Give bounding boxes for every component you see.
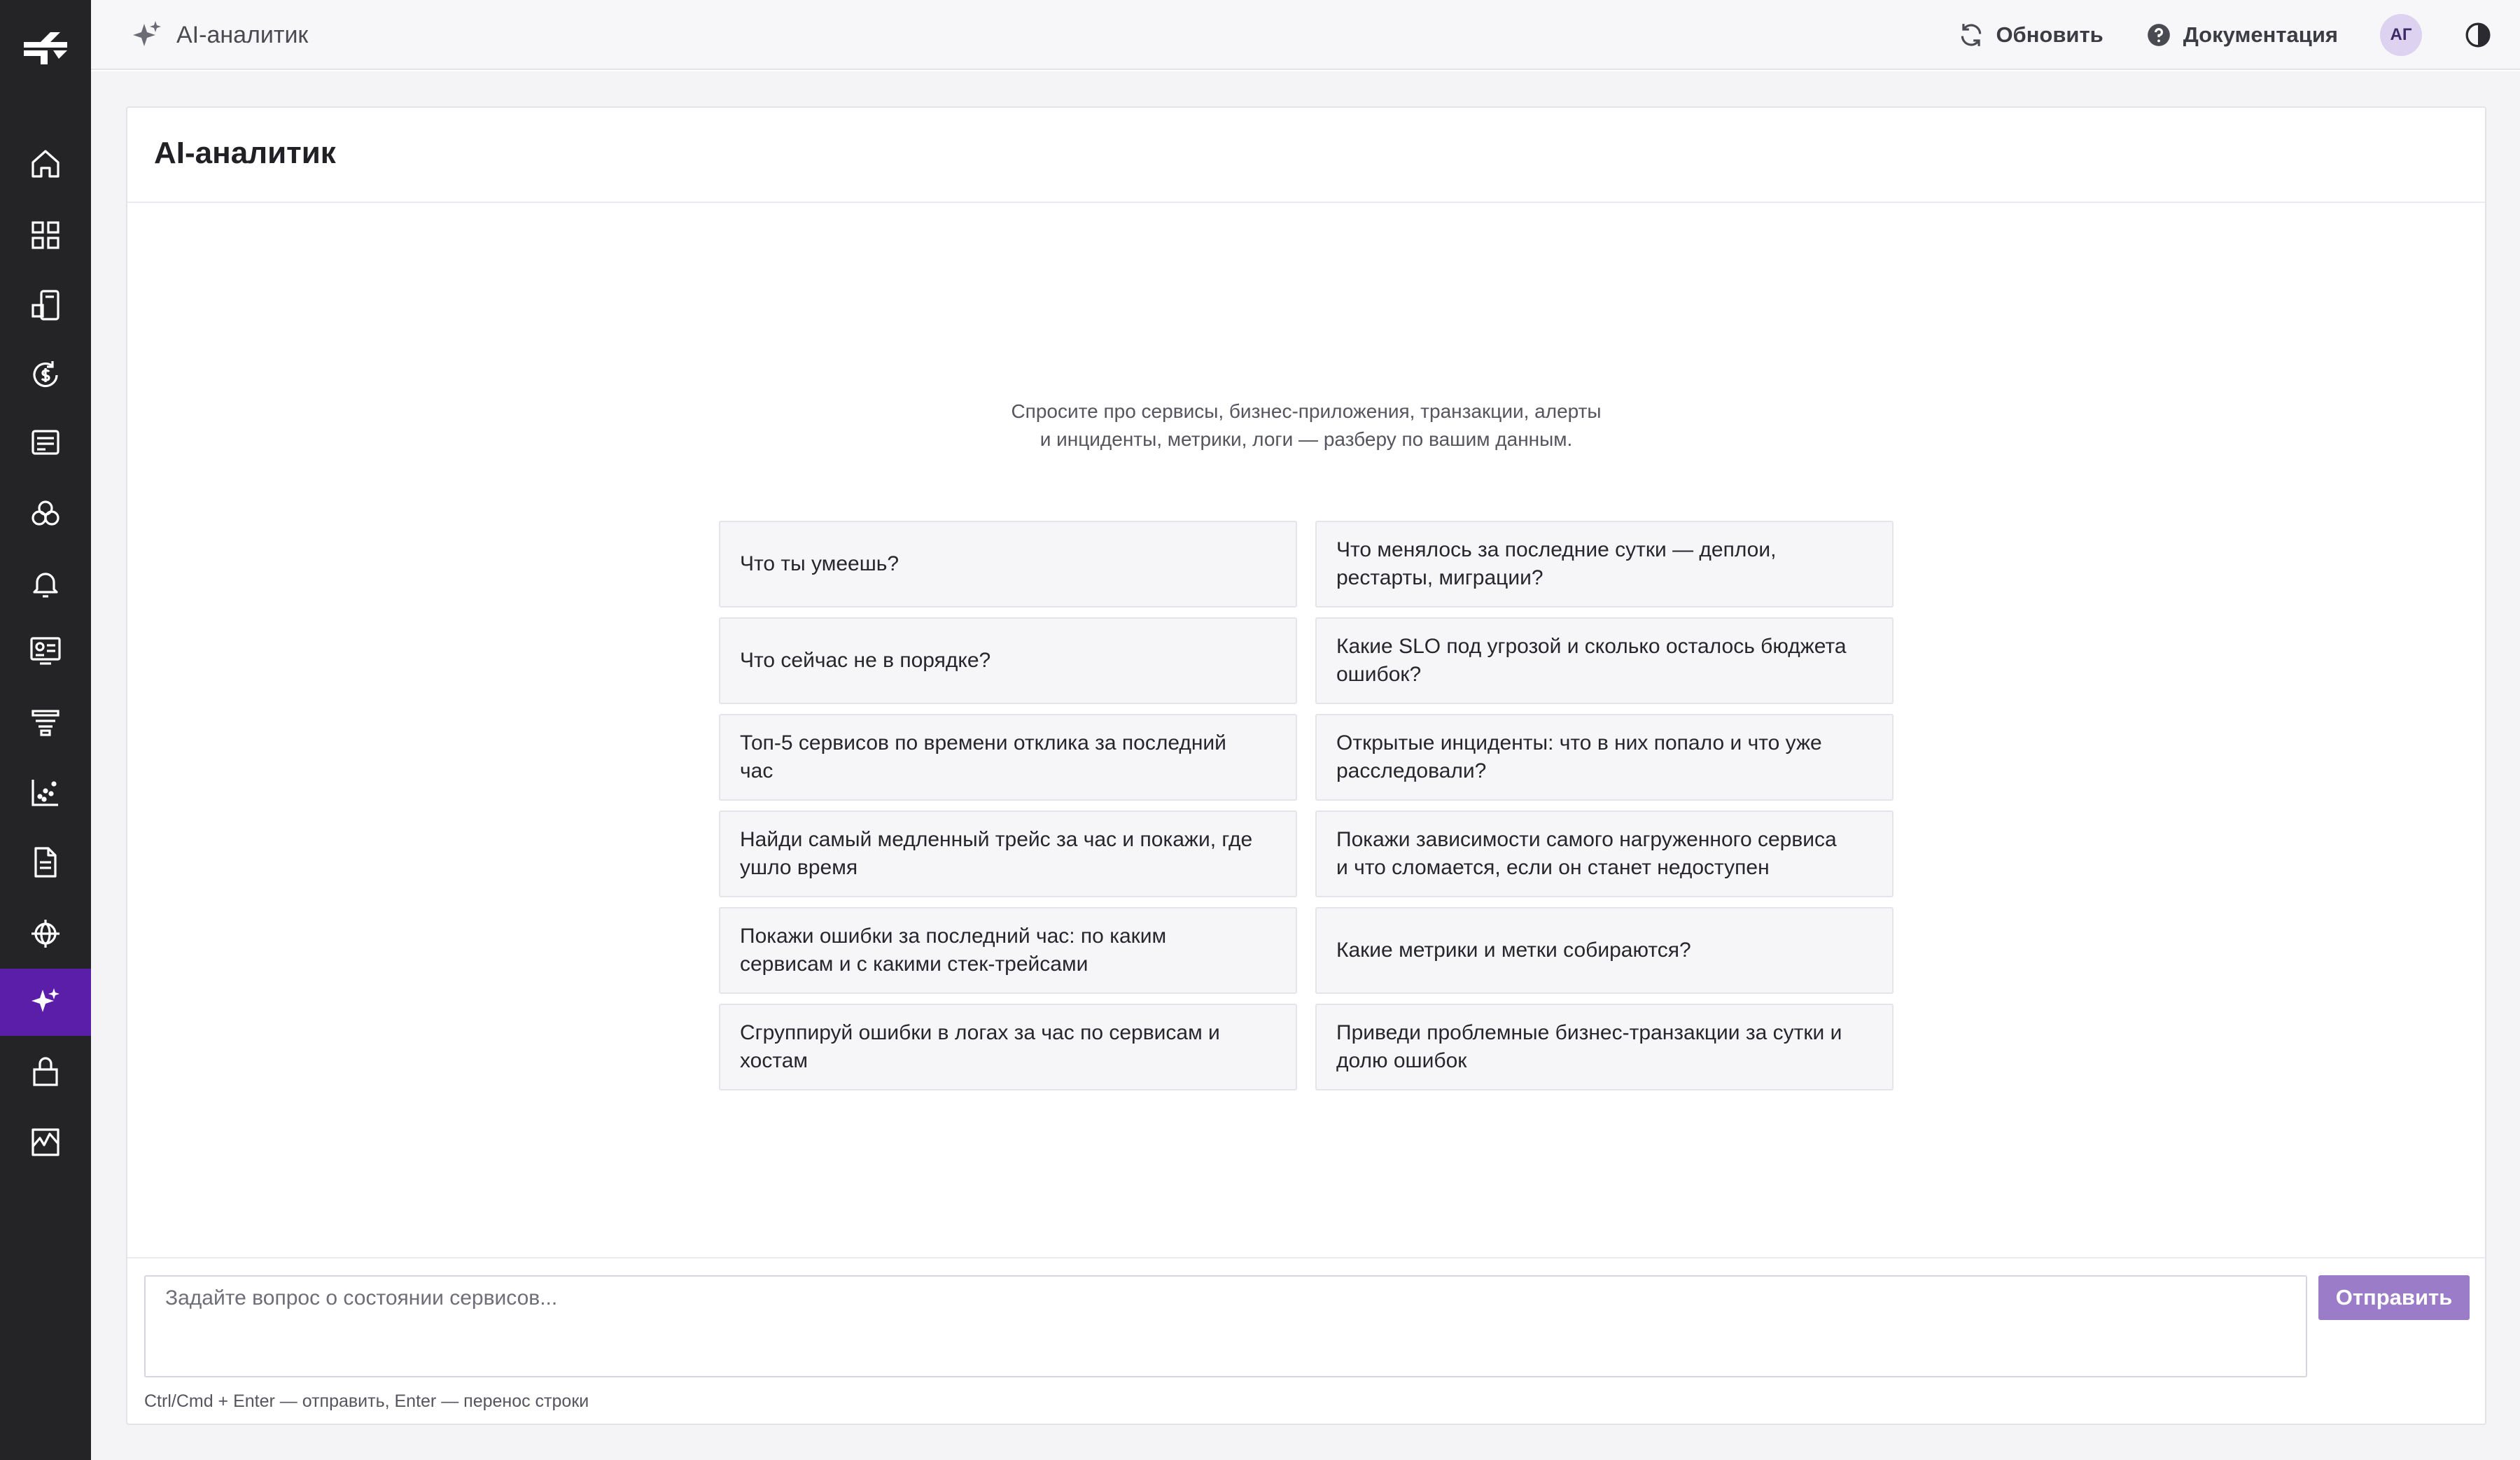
sidebar-item-reports[interactable]	[0, 829, 91, 896]
suggestion-button[interactable]: Открытые инциденты: что в них попало и что уже расследовали?	[1315, 714, 1893, 801]
sidebar-item-services[interactable]	[0, 480, 91, 547]
bell-icon	[29, 567, 62, 601]
avatar[interactable]: АГ	[2380, 14, 2422, 56]
grid-icon	[29, 218, 62, 252]
network-globe-icon	[29, 917, 62, 950]
sidebar-item-registry[interactable]	[0, 409, 91, 476]
top-bar	[91, 0, 2520, 70]
suggestion-grid	[719, 521, 1895, 1090]
activity-chart-icon	[29, 1125, 62, 1159]
ai-analyst-panel	[126, 106, 2486, 1425]
suggestion-button[interactable]: Покажи зависимости самого нагруженного сервиса и что сломается, если он станет недоступен	[1315, 810, 1893, 897]
sidebar-item-transactions[interactable]	[0, 342, 91, 409]
sidebar-item-alerts[interactable]	[0, 550, 91, 617]
sparkle-icon	[130, 18, 164, 52]
page-title: AI-аналитик	[154, 136, 336, 170]
transactions-icon	[29, 358, 62, 392]
lock-icon	[29, 1055, 62, 1089]
question-input[interactable]	[144, 1275, 2307, 1377]
top-actions	[1958, 13, 2492, 57]
suggestion-button[interactable]: Найди самый медленный трейс за час и покажи, где ушло время	[719, 810, 1297, 897]
sidebar-item-home[interactable]	[0, 130, 91, 197]
intro-line-1: Спросите про сервисы, бизнес-приложения, транзакции, алерты	[1011, 400, 1602, 422]
suggestion-button[interactable]: Сгруппируй ошибки в логах за час по сервисам и хостам	[719, 1004, 1297, 1090]
sidebar	[0, 0, 91, 1460]
suggestion-button[interactable]: Приведи проблемные бизнес-транзакции за сутки и долю ошибок	[1315, 1004, 1893, 1090]
sidebar-item-logs[interactable]	[0, 689, 91, 756]
breadcrumb	[130, 15, 308, 55]
sparkle-icon	[29, 985, 62, 1019]
services-hexagon-icon	[29, 497, 62, 531]
suggestion-button[interactable]: Какие метрики и метки собираются?	[1315, 907, 1893, 994]
sidebar-item-network[interactable]	[0, 900, 91, 967]
send-button[interactable]: Отправить	[2318, 1275, 2470, 1320]
suggestion-button[interactable]: Топ-5 сервисов по времени отклика за последний час	[719, 714, 1297, 801]
suggestion-button[interactable]: Что менялось за последние сутки — деплои, рестарты, миграции?	[1315, 521, 1893, 608]
refresh-label: Обновить	[1996, 22, 2104, 47]
refresh-icon	[1958, 22, 1984, 48]
app-logo[interactable]	[20, 25, 71, 70]
documentation-button[interactable]	[2146, 22, 2338, 48]
documentation-label: Документация	[2183, 22, 2338, 47]
sidebar-item-applications[interactable]	[0, 272, 91, 339]
home-icon	[29, 147, 62, 181]
panel-header	[127, 108, 2485, 203]
sidebar-item-security[interactable]	[0, 1039, 91, 1106]
logs-stack-icon	[29, 706, 62, 739]
suggestion-button[interactable]: Что ты умеешь?	[719, 521, 1297, 608]
breadcrumb-label: AI-аналитик	[176, 21, 309, 48]
composer	[127, 1257, 2485, 1425]
refresh-button[interactable]	[1958, 22, 2103, 48]
apps-device-icon	[29, 288, 62, 322]
intro-text	[127, 398, 2485, 454]
sidebar-item-ai-analyst[interactable]	[0, 969, 91, 1036]
suggestion-button[interactable]: Какие SLO под угрозой и сколько осталось бюджета ошибок?	[1315, 617, 1893, 704]
intro-line-2: и инциденты, метрики, логи — разберу по вашим данным.	[1040, 428, 1573, 450]
sidebar-item-metrics[interactable]	[0, 759, 91, 826]
logo-icon	[20, 25, 71, 70]
list-card-icon	[29, 426, 62, 459]
sidebar-item-incidents[interactable]	[0, 617, 91, 685]
suggestion-button[interactable]: Покажи ошибки за последний час: по каким сервисам и с какими стек-трейсами	[719, 907, 1297, 994]
document-icon	[29, 845, 62, 879]
scatter-chart-icon	[29, 775, 62, 809]
sidebar-item-monitoring[interactable]	[0, 1109, 91, 1176]
sidebar-item-dashboards[interactable]	[0, 202, 91, 269]
theme-toggle-icon[interactable]	[2464, 21, 2492, 49]
incidents-monitor-icon	[29, 634, 62, 668]
keyboard-hint: Ctrl/Cmd + Enter — отправить, Enter — перенос строки	[144, 1391, 589, 1411]
help-circle-icon	[2146, 22, 2172, 48]
suggestion-button[interactable]: Что сейчас не в порядке?	[719, 617, 1297, 704]
